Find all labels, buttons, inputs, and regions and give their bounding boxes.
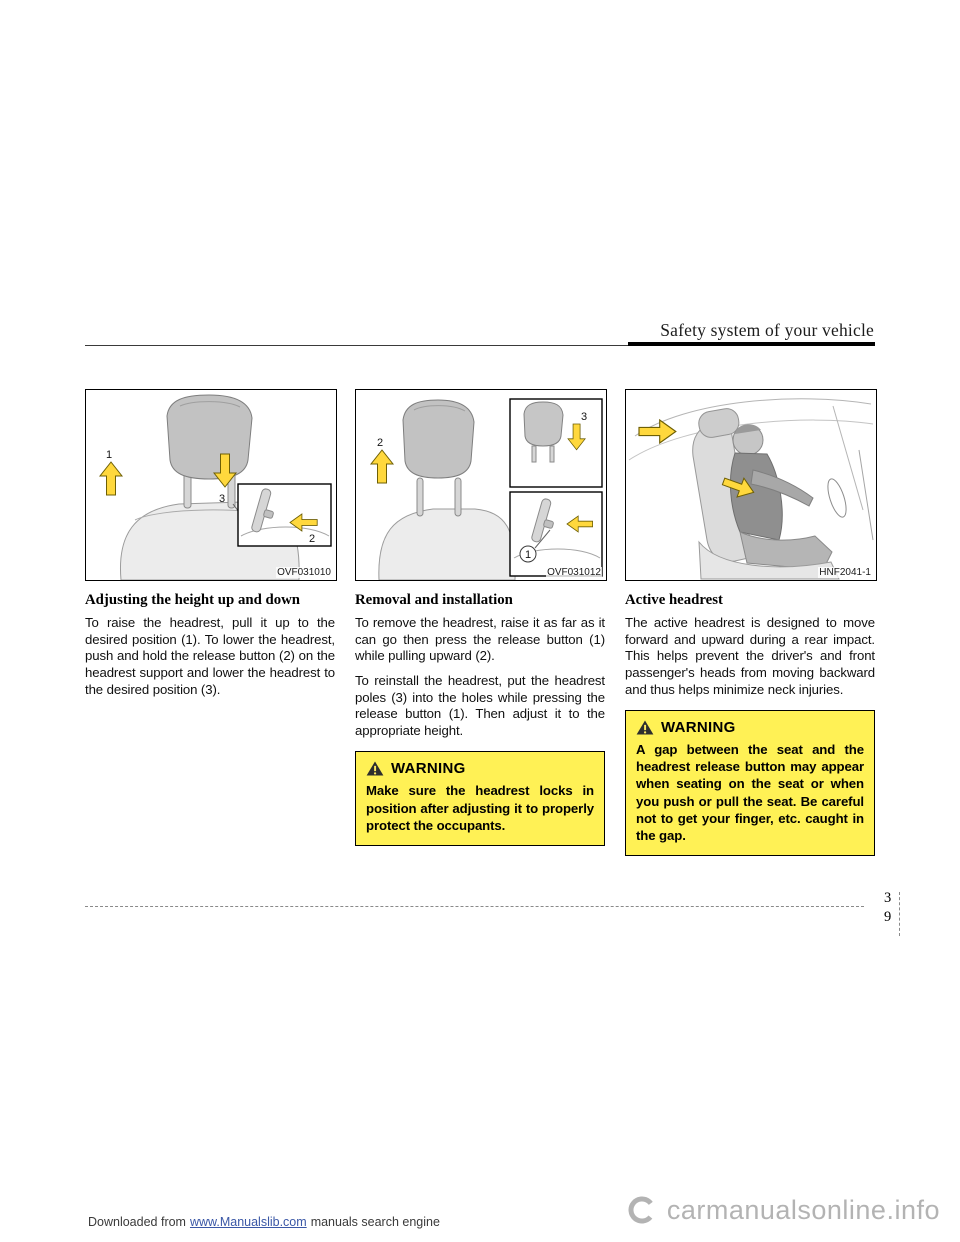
download-prefix: Downloaded from [88,1215,186,1229]
warning-text: Make sure the headrest locks in position after adjusting it to properly protect the occupants. [366,783,594,833]
page-number-divider [899,892,900,936]
warning-header [366,760,594,777]
active-headrest-illustration [626,390,876,580]
column-active-headrest [625,389,875,856]
headrest-inset [510,399,602,487]
callout-2: 2 [377,437,384,449]
release-button-inset [510,492,602,576]
watermark [626,1194,940,1226]
section-heading-adjusting: Adjusting the height up and down [85,592,301,608]
figure-headrest-adjust [85,389,337,581]
warning-box [355,751,605,845]
page-header-title: Safety system of your vehicle [660,320,874,340]
warning-triangle-icon [366,761,384,776]
body-paragraph: To remove the headrest, raise it as far as it can go then press the release button (1) while pulling upward (2). [355,615,605,664]
watermark-text: carmanualsonline.info [666,1194,940,1225]
up-arrow-icon [100,462,122,495]
download-suffix: manuals search engine [310,1215,440,1229]
release-button-inset [238,484,331,546]
warning-title: WARNING [391,760,466,778]
body-paragraph: The active headrest is designed to move forward and upward during a rear impact. This helps prevent the driver's and front passenger's heads from moving backward and thus helps minimize neck injuries. [625,615,875,697]
watermark-logo-icon [626,1194,658,1226]
section-heading-active-headrest: Active headrest [625,592,723,608]
figure-headrest-removal [355,389,607,581]
figure-code: OVF031010 [277,567,331,578]
body-paragraph: To raise the headrest, pull it up to the desired position (1). To lower the headrest, push and hold the release button (2) on the headrest support and lower the headrest to the desired position (3). [85,615,335,697]
figure-code: OVF031012 [547,567,601,578]
page-number: 9 [884,909,892,925]
headrest [167,395,252,479]
section-heading-removal: Removal and installation [355,592,513,608]
header-rule-thick [628,342,875,346]
callout-3: 3 [581,411,588,423]
download-note [88,1215,440,1229]
warning-title: WARNING [661,719,736,737]
up-arrow-icon [371,450,393,483]
body-paragraph: To reinstall the headrest, put the headrest poles (3) into the holes while pressing the release button (1). Then adjust it to the appropriate height. [355,672,605,738]
headrest-height-illustration [86,390,336,580]
callout-1: 1 [524,549,532,561]
warning-header [636,719,864,736]
headrest-removal-illustration [356,390,606,580]
callout-2: 2 [309,533,316,545]
figure-active-headrest [625,389,877,581]
column-adjusting-height [85,389,335,698]
column-removal-installation [355,389,605,846]
warning-triangle-icon [636,720,654,735]
warning-text: A gap between the seat and the headrest release button may appear when seating on the seat or when you push or pull the seat. Be careful not to get your finger, etc. caught in the gap. [636,742,864,843]
callout-1: 1 [106,449,113,461]
warning-box [625,710,875,856]
manualslib-link[interactable]: www.Manualslib.com [189,1215,307,1229]
chapter-number: 3 [884,890,892,906]
page-divider-dashed [85,906,864,907]
callout-3: 3 [219,493,226,505]
figure-code: HNF2041-1 [819,567,871,578]
